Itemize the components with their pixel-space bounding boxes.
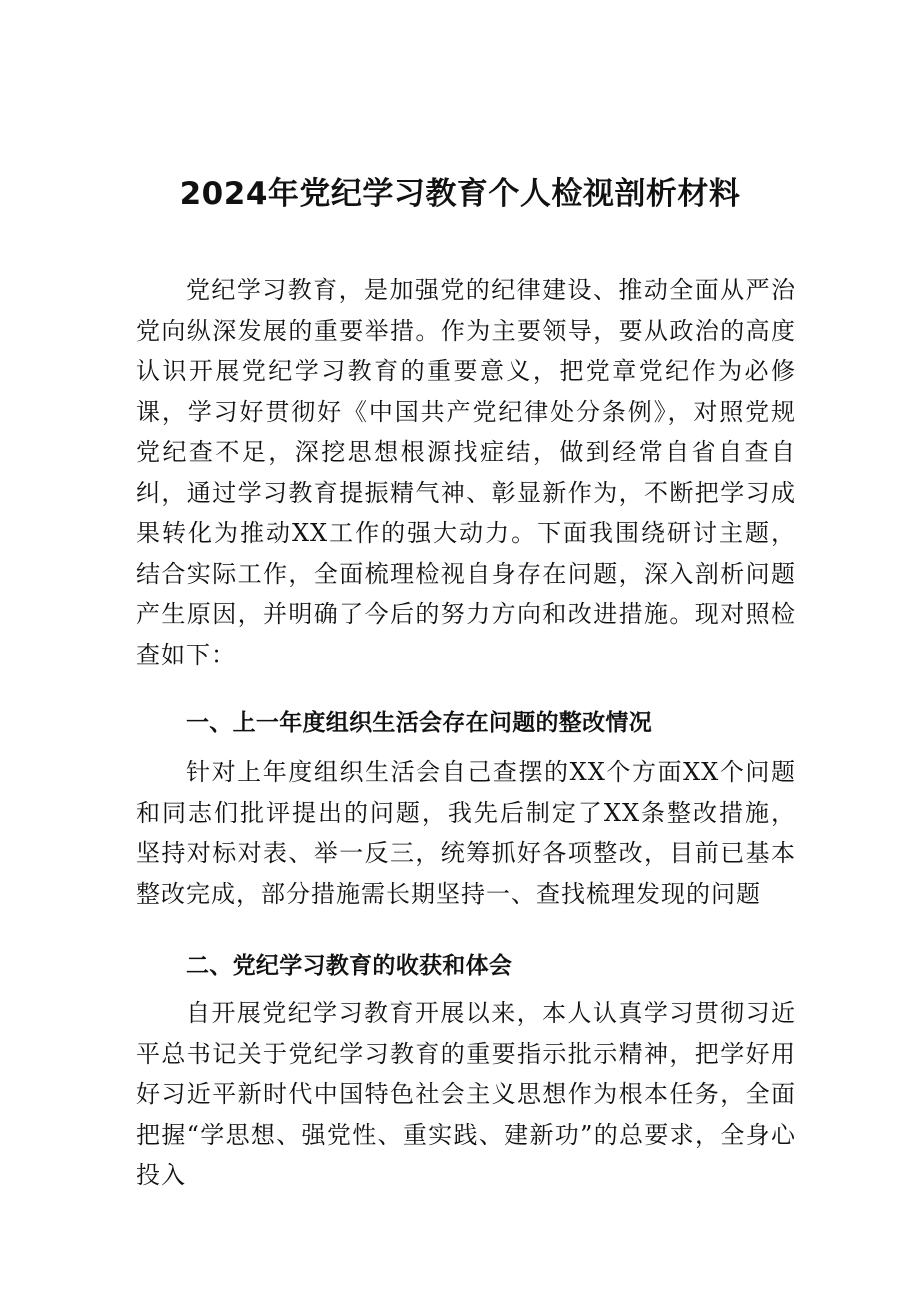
section-heading-2: 二、党纪学习教育的收获和体会 <box>186 953 513 979</box>
section-paragraph-1: 针对上年度组织生活会自己查摆的XX个方面XX个问题和同志们批评提出的问题，我先后制定了XX条整改措施，坚持对标对表、举一反三，统筹抓好各项整改，目前已基本整改完成，部分措施需长期坚持一、查找梳理发现的问题 <box>136 758 796 908</box>
document-title: 2024年党纪学习教育个人检视剖析材料 <box>179 176 741 212</box>
intro-paragraph: 党纪学习教育，是加强党的纪律建设、推动全面从严治党向纵深发展的重要举措。作为主要领导，要从政治的高度认识开展党纪学习教育的重要意义，把党章党纪作为必修课，学习好贯彻好《中国共产党纪律处分条例》，对照党规党纪查不足，深挖思想根源找症结，做到经常自省自查自纠，通过学习教育提振精气神、彰显新作为，不断把学习成果转化为推动XX工作的强大动力。下面我围绕研讨主题，结合实际工作，全面梳理检视自身存在问题，深入剖析问题产生原因，并明确了今后的努力方向和改进措施。现对照检查如下： <box>136 276 796 669</box>
section-heading-1: 一、上一年度组织生活会存在问题的整改情况 <box>186 710 652 736</box>
section-paragraph-2: 自开展党纪学习教育开展以来，本人认真学习贯彻习近平总书记关于党纪学习教育的重要指示批示精神，把学好用好习近平新时代中国特色社会主义思想作为根本任务，全面把握“学思想、强党性、重实践、建新功”的总要求，全身心投入 <box>136 999 796 1189</box>
